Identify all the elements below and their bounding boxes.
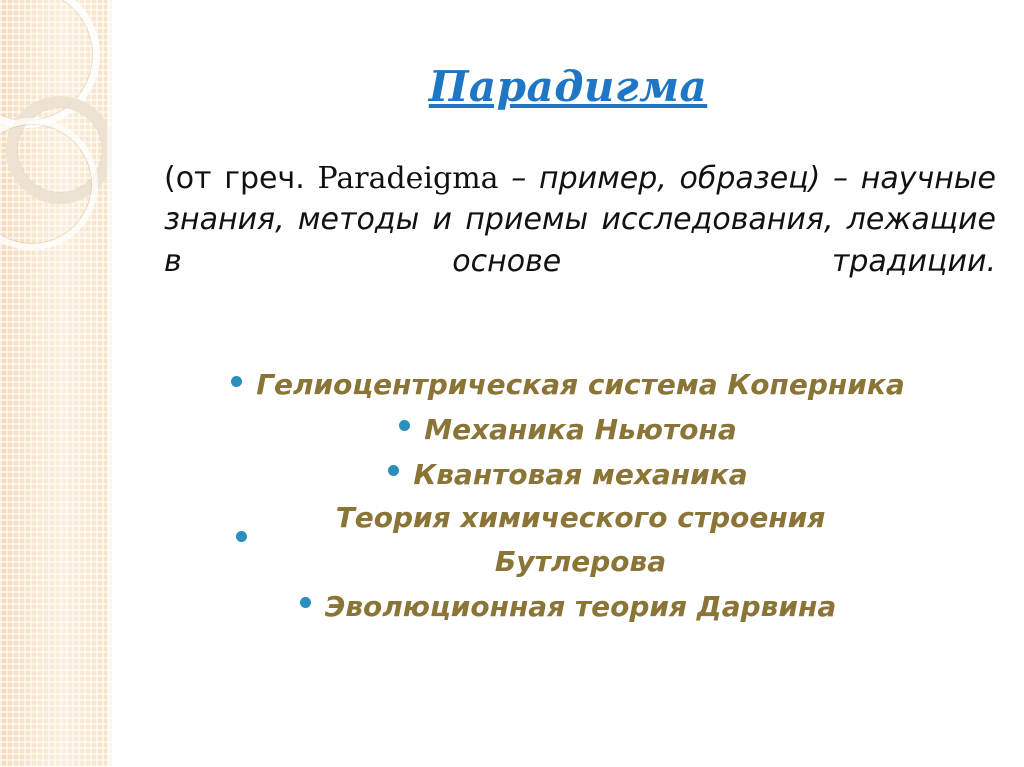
page-title: Парадигма [428, 62, 708, 111]
bullet-dot-icon [388, 465, 399, 476]
list-item [112, 584, 1024, 629]
list-item-label: Квантовая механика [413, 457, 748, 491]
list-item [112, 407, 1024, 452]
definition-prefix: (от греч. [164, 161, 318, 196]
list-item [112, 452, 1024, 497]
decorative-side-band [0, 0, 112, 767]
list-item-label: Теория химического строения Бутлерова [335, 501, 826, 579]
definition-paragraph [164, 158, 996, 282]
list-item-label: Механика Ньютона [424, 412, 737, 446]
examples-list [112, 362, 1024, 629]
list-item-label: Эволюционная теория Дарвина [324, 589, 837, 623]
list-item-label: Гелиоцентрическая система Коперника [256, 368, 905, 402]
bullet-dot-icon [300, 597, 311, 608]
definition-term: Paradeigma [317, 161, 499, 196]
definition-suffix: – пример, образец) – научные знания, методы и приемы исследования, лежащие в основе традиции. [164, 161, 996, 279]
slide-content [112, 0, 1024, 767]
list-item [112, 496, 1024, 583]
bullet-dot-icon [236, 531, 247, 542]
list-item [112, 362, 1024, 407]
bullet-dot-icon [399, 420, 410, 431]
bullet-dot-icon [231, 376, 242, 387]
